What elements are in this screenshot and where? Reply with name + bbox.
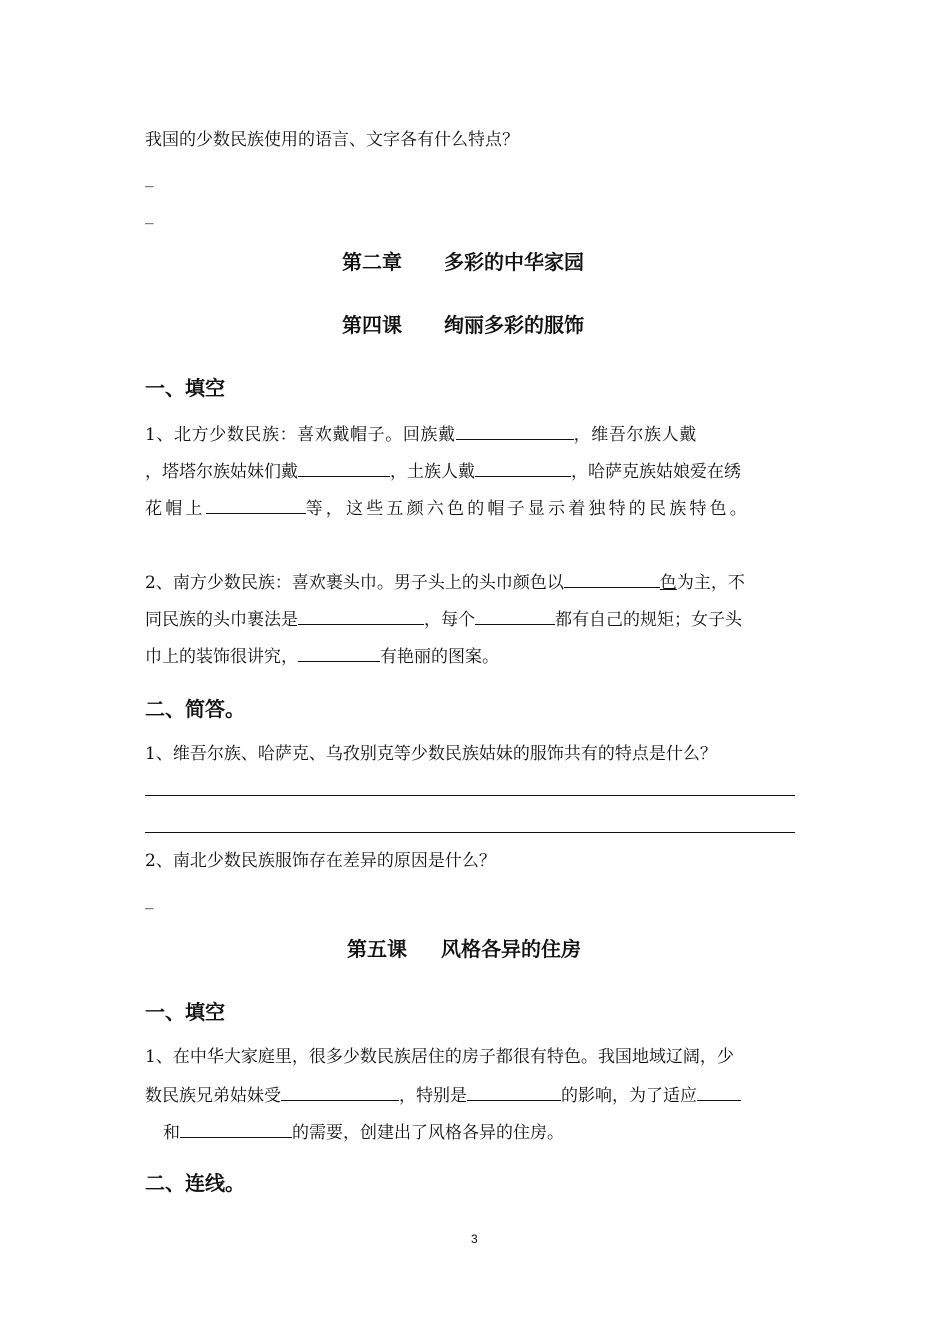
chapter-heading <box>342 246 584 275</box>
lesson-label: 第五课 <box>347 937 407 961</box>
question-text: 的需要，创建出了风格各异的住房。 <box>292 1123 564 1143</box>
answer-line[interactable] <box>145 795 795 796</box>
section-heading-fill-blank: 一、填空 <box>145 1000 225 1024</box>
answer-blank[interactable] <box>298 458 390 477</box>
question-text: 的影响，为了适应 <box>561 1086 697 1106</box>
question-line <box>145 1082 741 1108</box>
short-answer-question: 1、维吾尔族、哈萨克、乌孜别克等少数民族姑妹的服饰共有的特点是什么？ <box>145 744 717 764</box>
short-answer-question: 2、南北少数民族服饰存在差异的原因是什么？ <box>145 851 496 871</box>
lesson-title: 绚丽多彩的服饰 <box>444 313 584 337</box>
answer-blank[interactable] <box>206 495 306 514</box>
question-text: ，土族人戴 <box>390 462 475 482</box>
answer-blank[interactable] <box>697 1082 741 1101</box>
answer-blank[interactable] <box>475 458 571 477</box>
question-text: 和 <box>163 1123 180 1143</box>
question-text: 同民族的头巾裹法是 <box>145 610 298 630</box>
answer-blank[interactable] <box>298 643 380 662</box>
section-heading-matching: 二、连线。 <box>145 1171 245 1195</box>
lesson-title: 风格各异的住房 <box>441 937 581 961</box>
question-text: 花帽上 <box>145 499 206 519</box>
question-text: ，每个 <box>424 610 475 630</box>
answer-blank[interactable] <box>281 1082 399 1101</box>
answer-dash: _ <box>145 890 154 910</box>
section-heading-fill-blank: 一、填空 <box>145 376 225 400</box>
question-line <box>145 1045 734 1069</box>
question-text: 巾上的装饰很讲究， <box>145 647 298 667</box>
lesson-label: 第四课 <box>342 313 402 337</box>
question-text: 等，这些五颜六色的帽子显示着独特的民族特色。 <box>305 499 751 519</box>
answer-blank[interactable] <box>180 1119 292 1138</box>
answer-blank[interactable] <box>298 606 424 625</box>
question-text: ，特别是 <box>399 1086 467 1106</box>
answer-dash: _ <box>145 205 154 225</box>
question-text: ，塔塔尔族姑妹们戴 <box>145 462 298 482</box>
answer-dash: _ <box>145 168 154 188</box>
question-text: 有艳丽的图案。 <box>380 647 499 667</box>
question-line <box>145 421 697 447</box>
question-text: 都有自己的规矩；女子头 <box>555 610 742 630</box>
question-text: 色 <box>659 573 677 593</box>
chapter-label: 第二章 <box>342 250 402 274</box>
intro-question: 我国的少数民族使用的语言、文字各有什么特点？ <box>145 130 519 150</box>
question-text: 1、在中华大家庭里，很多少数民族居住的房子都很有特色。我国地域辽阔，少 <box>145 1047 734 1067</box>
lesson-heading <box>347 933 581 962</box>
question-line <box>145 569 745 595</box>
answer-blank[interactable] <box>564 569 660 588</box>
question-text: ，维吾尔族人戴 <box>573 425 697 445</box>
lesson-heading <box>342 309 584 338</box>
answer-blank[interactable] <box>475 606 555 625</box>
question-text: 为主，不 <box>676 573 745 593</box>
question-text: 1、北方少数民族：喜欢戴帽子。回族戴 <box>145 425 456 445</box>
question-line <box>145 495 750 521</box>
question-text: ，哈萨克族姑娘爱在绣 <box>571 462 741 482</box>
chapter-title: 多彩的中华家园 <box>444 250 584 274</box>
question-line <box>145 606 742 632</box>
page-number: 3 <box>471 1232 478 1246</box>
answer-blank[interactable] <box>456 421 574 440</box>
section-heading-short-answer: 二、简答。 <box>145 697 245 721</box>
answer-line[interactable] <box>145 832 795 833</box>
answer-blank[interactable] <box>467 1082 561 1101</box>
question-line <box>163 1119 564 1145</box>
question-line <box>145 643 499 669</box>
question-text: 数民族兄弟姑妹受 <box>145 1086 281 1106</box>
question-line <box>145 458 741 484</box>
question-text: 2、南方少数民族：喜欢裹头巾。男子头上的头巾颜色以 <box>145 573 564 593</box>
